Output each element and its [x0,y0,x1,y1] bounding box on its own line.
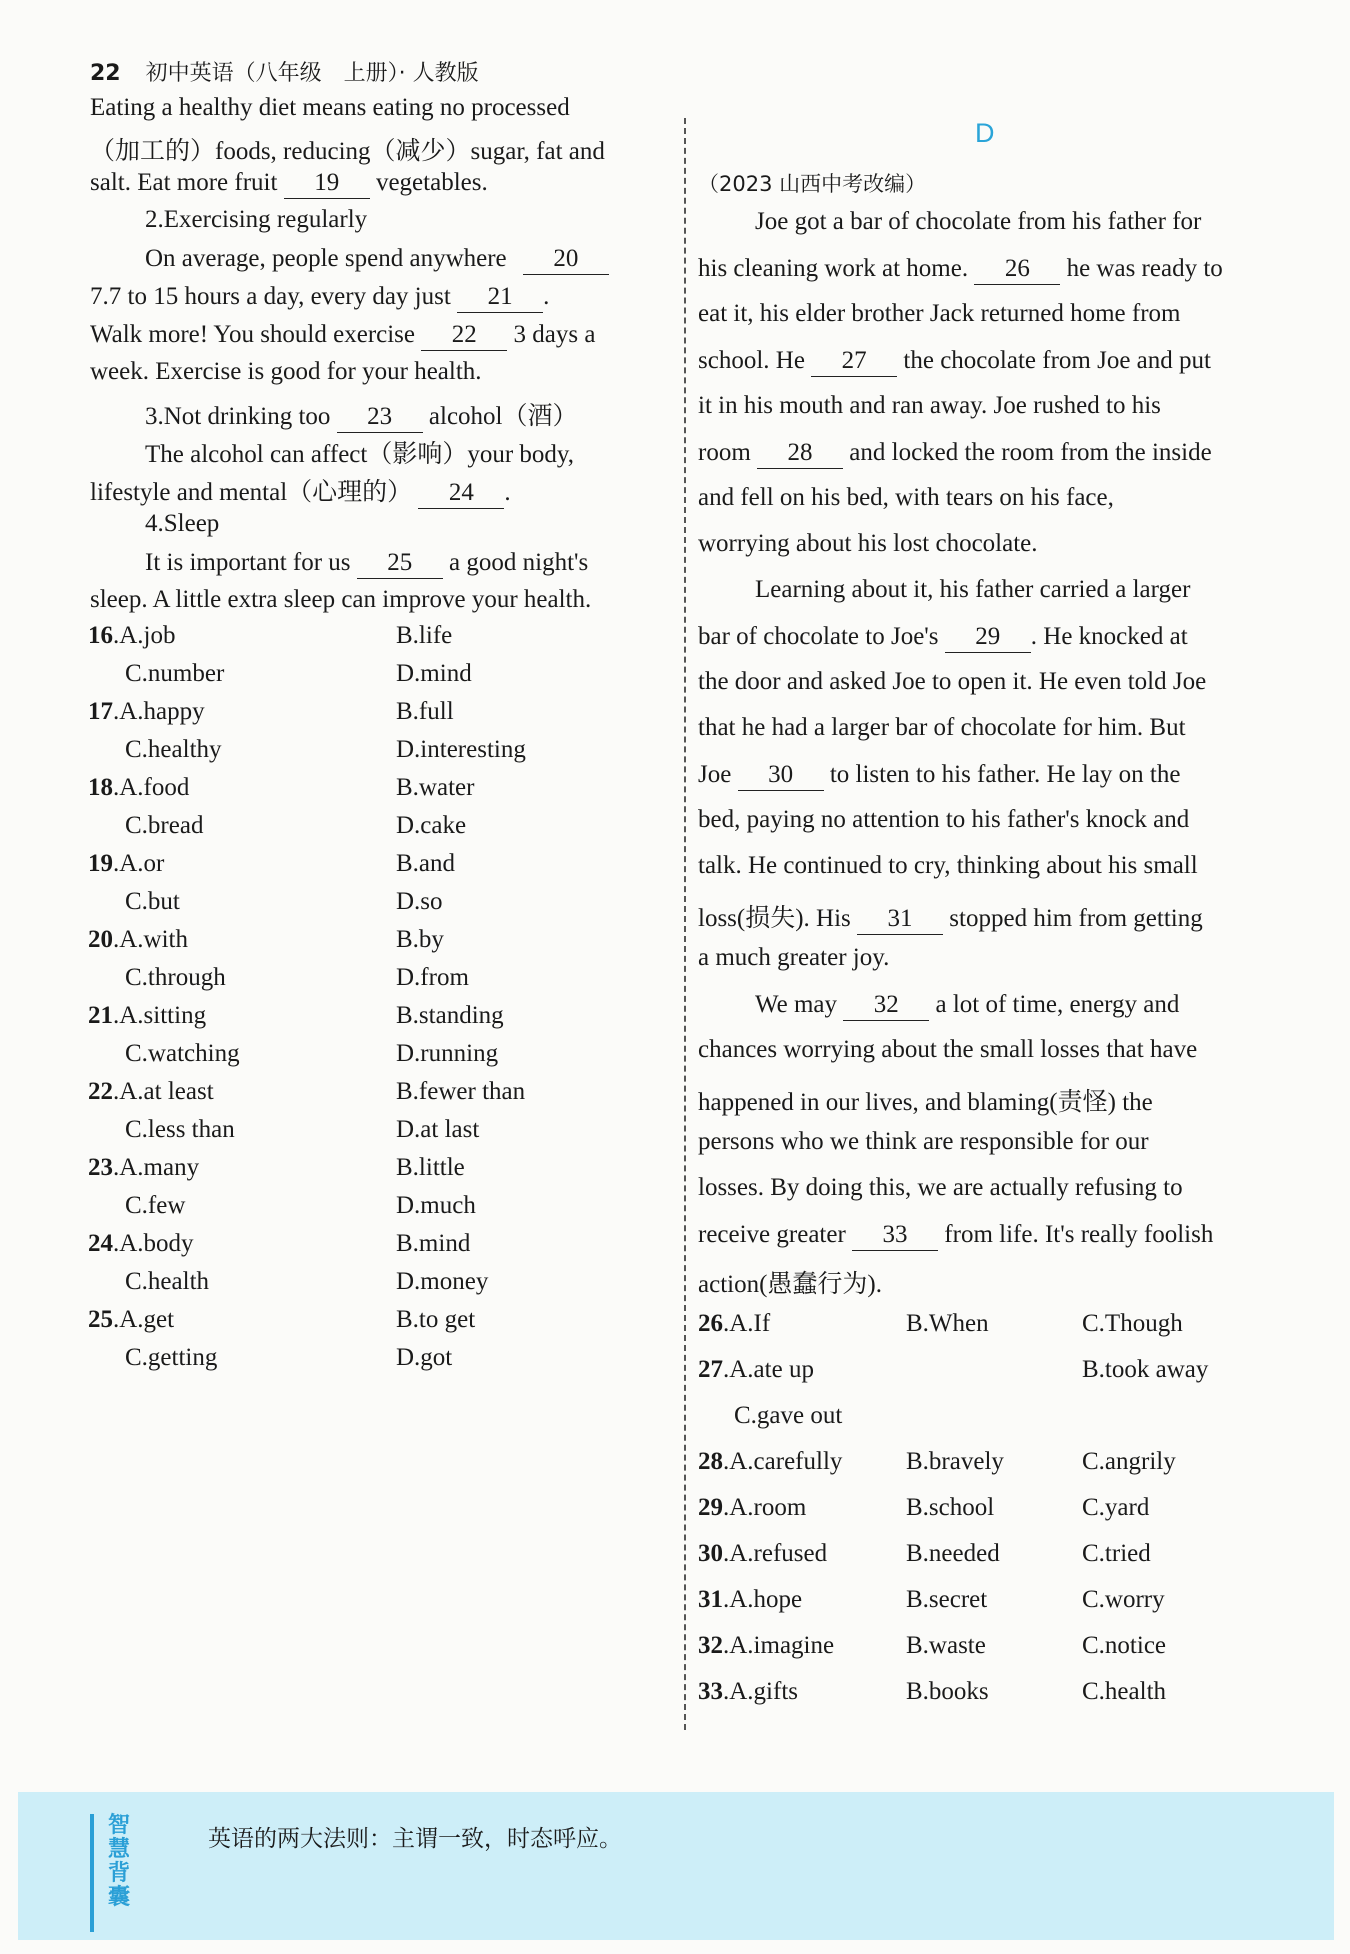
option-b: B.secret [906,1586,988,1613]
option-b: B.fewer than [396,1078,526,1105]
option-c: C.watching [125,1040,240,1067]
option-c: C.gave out [734,1402,843,1429]
option-b: B.waste [906,1632,986,1659]
passage-line: 7.7 to 15 hours a day, every day just 21 . [90,282,549,313]
blank-26: 26 [974,254,1060,285]
option-c: C.less than [125,1116,235,1143]
question-19: 19.A.or [88,850,165,877]
option-c: C.few [125,1192,186,1219]
blank-22: 22 [421,320,507,351]
passage-line: worrying about his lost chocolate. [698,530,1038,557]
blank-28: 28 [757,438,843,469]
option-d: D.so [396,888,443,915]
option-b: B.mind [396,1230,471,1257]
passage-line: （加工的）foods, reducing（减少）sugar, fat and [90,138,605,165]
option-c: C.but [125,888,180,915]
option-c: C.tried [1082,1540,1151,1567]
passage-line: a much greater joy. [698,944,890,971]
section-heading: 2.Exercising regularly [145,206,368,233]
blank-25: 25 [357,548,443,579]
option-c: C.health [1082,1678,1167,1705]
question-23: 23.A.many [88,1154,200,1181]
question-31: 31.A.hope [698,1586,803,1613]
passage-line: room 28 and locked the room from the inside [698,438,1212,469]
passage-line: week. Exercise is good for your health. [90,358,482,385]
passage-line: salt. Eat more fruit 19 vegetables. [90,168,488,199]
option-c: C.worry [1082,1586,1165,1613]
blank-33: 33 [852,1220,938,1251]
passage-line: Joe got a bar of chocolate from his father for [755,208,1202,235]
passage-line: action(愚蠢行为). [698,1271,882,1298]
passage-line: Eating a healthy diet means eating no processed [90,94,570,121]
passage-line: The alcohol can affect（影响）your body, [145,441,575,468]
banner-accent-bar [90,1814,94,1932]
option-b: B.When [906,1310,989,1337]
option-c: C.getting [125,1344,218,1371]
section-heading: 4.Sleep [145,510,220,537]
passage-line: school. He 27 the chocolate from Joe and put [698,346,1211,377]
question-24: 24.A.body [88,1230,194,1257]
tip-banner [18,1792,1334,1940]
passage-line: Learning about it, his father carried a larger [755,576,1191,603]
passage-line: bed, paying no attention to his father's knock and [698,806,1190,833]
passage-line: his cleaning work at home. 26 he was ready to [698,254,1223,285]
section-heading: 3.Not drinking too 23 alcohol（酒） [145,396,578,433]
blank-27: 27 [811,346,897,377]
passage-line: loss(损失). His 31 stopped him from getting [698,898,1203,935]
blank-29: 29 [945,622,1031,653]
passage-line: happened in our lives, and blaming(责怪) the [698,1089,1153,1116]
blank-32: 32 [843,990,929,1021]
option-b: B.by [396,926,444,953]
option-d: D.at last [396,1116,480,1143]
option-b: B.books [906,1678,989,1705]
question-22: 22.A.at least [88,1078,214,1105]
option-b: B.and [396,850,456,877]
option-c: C.notice [1082,1632,1167,1659]
blank-19: 19 [284,168,370,199]
option-b: B.little [396,1154,465,1181]
page-number: 22 [90,61,121,86]
passage-line: receive greater 33 from life. It's really foolish [698,1220,1213,1251]
question-29: 29.A.room [698,1494,807,1521]
passage-line: On average, people spend anywhere 20 [145,244,609,275]
book-title: 初中英语（八年级 上册）· 人教版 [145,61,479,86]
option-c: C.angrily [1082,1448,1176,1475]
option-c: C.through [125,964,226,991]
option-b: B.life [396,622,453,649]
option-b: B.to get [396,1306,476,1333]
option-b: B.bravely [906,1448,1004,1475]
question-27: 27.A.ate up [698,1356,814,1383]
blank-31: 31 [857,904,943,935]
passage-line: the door and asked Joe to open it. He even told Joe [698,668,1207,695]
passage-line: We may 32 a lot of time, energy and [755,990,1179,1021]
passage-line: eat it, his elder brother Jack returned home from [698,300,1181,327]
option-d: D.much [396,1192,476,1219]
blank-24: 24 [418,478,504,509]
option-b: B.full [396,698,454,725]
blank-20: 20 [523,244,609,275]
passage-line: lifestyle and mental（心理的） 24 . [90,472,511,509]
banner-label: 智 慧 背 囊 [107,1813,130,1910]
option-d: D.interesting [396,736,526,763]
question-30: 30.A.refused [698,1540,828,1567]
option-b: B.standing [396,1002,504,1029]
option-c: C.number [125,660,225,687]
question-17: 17.A.happy [88,698,205,725]
passage-line: Joe 30 to listen to his father. He lay on the [698,760,1180,791]
passage-line: Walk more! You should exercise 22 3 days a [90,320,595,351]
option-d: D.from [396,964,469,991]
source-note: （2023 山西中考改编） [698,172,927,196]
passage-line: bar of chocolate to Joe's 29 . He knocked at [698,622,1188,653]
option-d: D.cake [396,812,467,839]
passage-line: persons who we think are responsible for our [698,1128,1149,1155]
question-21: 21.A.sitting [88,1002,207,1029]
option-c: C.bread [125,812,204,839]
question-32: 32.A.imagine [698,1632,835,1659]
option-b: B.took away [1082,1356,1209,1383]
option-c: C.yard [1082,1494,1150,1521]
blank-21: 21 [457,282,543,313]
option-c: C.healthy [125,736,222,763]
question-33: 33.A.gifts [698,1678,798,1705]
blank-30: 30 [738,760,824,791]
question-28: 28.A.carefully [698,1448,843,1475]
column-divider [684,118,686,1730]
passage-line: It is important for us 25 a good night's [145,548,588,579]
grammar-tip: 英语的两大法则：主谓一致，时态呼应。 [208,1826,622,1852]
passage-line: it in his mouth and ran away. Joe rushed to his [698,392,1161,419]
passage-line: sleep. A little extra sleep can improve your health. [90,586,592,613]
option-d: D.money [396,1268,489,1295]
question-25: 25.A.get [88,1306,175,1333]
passage-line: that he had a larger bar of chocolate for him. But [698,714,1186,741]
option-b: B.school [906,1494,995,1521]
passage-line: losses. By doing this, we are actually refusing to [698,1174,1183,1201]
option-c: C.Though [1082,1310,1183,1337]
passage-line: chances worrying about the small losses that have [698,1036,1198,1063]
option-b: B.needed [906,1540,1000,1567]
option-b: B.water [396,774,475,801]
option-d: D.mind [396,660,472,687]
blank-23: 23 [337,402,423,433]
question-20: 20.A.with [88,926,188,953]
page-header [90,56,479,87]
option-d: D.got [396,1344,453,1371]
option-d: D.running [396,1040,499,1067]
question-16: 16.A.job [88,622,176,649]
passage-d-title: D [975,118,995,148]
option-c: C.health [125,1268,210,1295]
passage-line: and fell on his bed, with tears on his face, [698,484,1114,511]
question-26: 26.A.If [698,1310,771,1337]
question-18: 18.A.food [88,774,190,801]
passage-line: talk. He continued to cry, thinking about his small [698,852,1198,879]
